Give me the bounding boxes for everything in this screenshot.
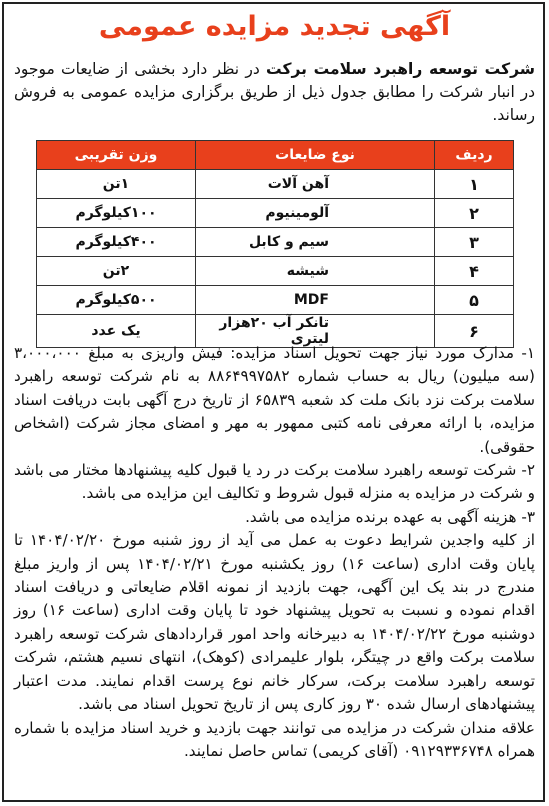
term-contact: علاقه مندان شرکت در مزایده می توانند جهت بازدید و خرید اسناد مزایده با شماره همراه ۰۹۱۲۹۳۳۶۷۴۸ (آقای کریمی) تماس حاصل نمایند.: [14, 718, 535, 760]
row-index: ۶: [435, 315, 514, 348]
table-header-row: [37, 141, 514, 170]
row-type: سیم و کابل: [196, 228, 435, 257]
row-weight: ۱۰۰کیلوگرم: [37, 199, 196, 228]
header-type: نوع ضایعات: [196, 141, 435, 170]
term-rights: ۲- شرکت توسعه راهبرد سلامت برکت در رد یا قبول کلیه پیشنهادها مختار می باشد و شرکت در مزایده به منزله قبول شروط و تکالیف این مزایده می باشد.: [14, 461, 535, 503]
row-type: MDF: [196, 286, 435, 315]
term-invitation: از کلیه واجدین شرایط دعوت به عمل می آید از روز شنبه مورخ ۱۴۰۴/۰۲/۲۰ تا پایان وقت اداری (ساعت ۱۶) روز یکشنبه مورخ ۱۴۰۴/۰۲/۲۱ پس از واریز مبلغ مندرج در بند یک این آگهی، جهت بازدید از نمونه اقلام ضایعاتی و دریافت اسناد اقدام نموده و نسبت به تحویل پیشنهاد خود تا پایان وقت اداری (ساعت ۱۶) روز دوشنبه مورخ ۱۴۰۴/۰۲/۲۲ به دبیرخانه واحد امور قراردادهای شرکت توسعه راهبرد سلامت برکت واقع در چیتگر، بلوار علیمرادی (کوهک)، انتهای نسیم هشتم، شرکت توسعه راهبرد سلامت برکت، سرکار خانم نوع پرست اقدام نمایند. مدت اعتبار پیشنهادهای ارسال شده ۳۰ روز کاری پس از تاریخ تحویل اسناد می باشد.: [14, 531, 536, 714]
header-weight: وزن تقریبی: [37, 141, 196, 170]
items-table: [36, 140, 514, 348]
table-row: [37, 170, 514, 199]
row-weight: ۵۰۰کیلوگرم: [37, 286, 196, 315]
table-row: [37, 257, 514, 286]
intro-text: در نظر دارد بخشی از ضایعات موجود در انبار شرکت را مطابق جدول ذیل از طریق برگزاری مزایده عمومی به فروش رساند.: [14, 60, 535, 124]
row-index: ۳: [435, 228, 514, 257]
company-name: شرکت توسعه راهبرد سلامت برکت: [266, 60, 535, 78]
row-type: آهن آلات: [196, 170, 435, 199]
row-type: تانکر آب ۲۰هزار لیتری: [196, 315, 435, 348]
row-weight: ۱تن: [37, 170, 196, 199]
header-index: ردیف: [435, 141, 514, 170]
term-documents: ۱- مدارک مورد نیاز جهت تحویل اسناد مزایده: فیش واریزی به مبلغ ۳،۰۰۰،۰۰۰ (سه میلیون) ریال به حساب شماره ۸۸۶۴۹۹۷۵۸۲ به نام شرکت توسعه راهبرد سلامت برکت نزد بانک ملت کد شعبه ۶۵۸۳۹ از تاریخ درج آگهی بابت دریافت اسناد مزایده، با ارائه معرفی نامه کتبی ممهور به مهر و امضای مجاز شرکت (اشخاص حقوقی).: [14, 344, 535, 456]
notice-title: آگهی تجدید مزایده عمومی: [98, 11, 451, 42]
terms-section: [14, 342, 535, 763]
intro-paragraph: [14, 58, 535, 127]
row-index: ۴: [435, 257, 514, 286]
row-index: ۵: [435, 286, 514, 315]
row-weight: ۴۰۰کیلوگرم: [37, 228, 196, 257]
table-row: [37, 199, 514, 228]
term-ad-cost: ۳- هزینه آگهی به عهده برنده مزایده می باشد.: [245, 507, 535, 526]
table-row: [37, 286, 514, 315]
table-row: [37, 228, 514, 257]
row-type: آلومینیوم: [196, 199, 435, 228]
row-index: ۱: [435, 170, 514, 199]
row-type: شیشه: [196, 257, 435, 286]
row-weight: یک عدد: [37, 315, 196, 348]
row-index: ۲: [435, 199, 514, 228]
row-weight: ۲تن: [37, 257, 196, 286]
